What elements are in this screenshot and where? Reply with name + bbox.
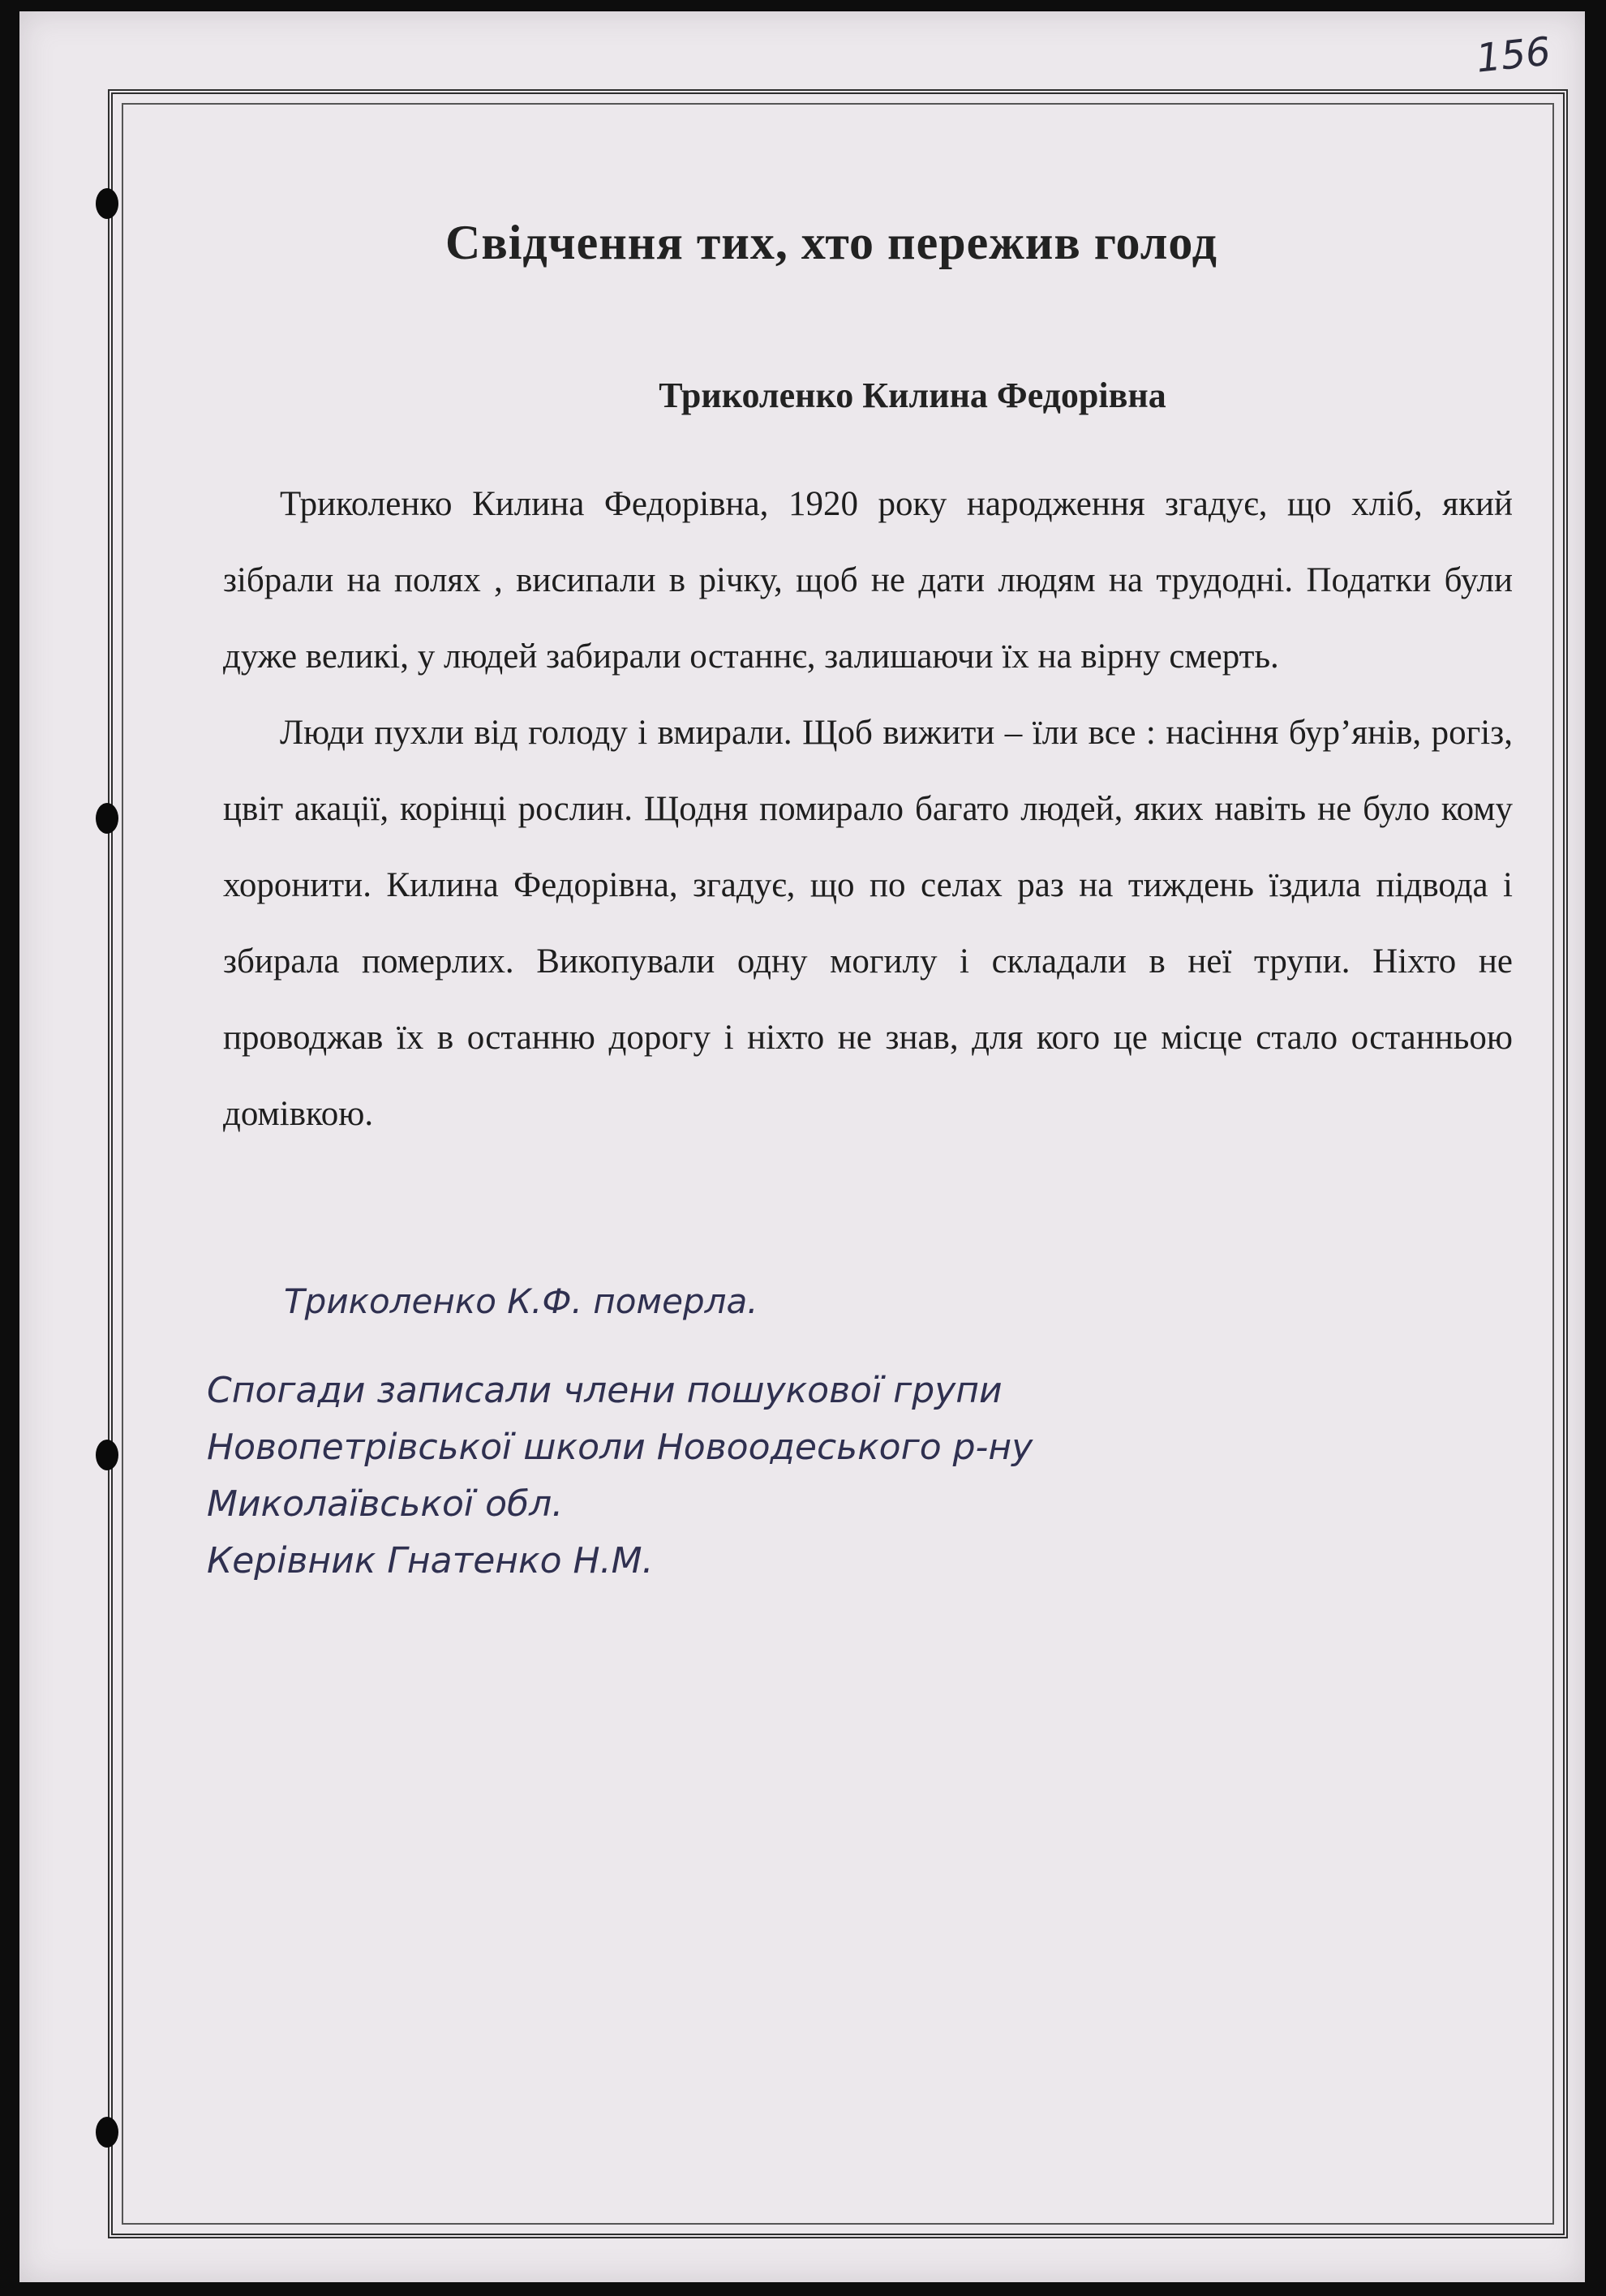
punch-hole xyxy=(96,188,118,219)
handwritten-line: Новопетрівської школи Новоодеського р-ну xyxy=(207,1427,1033,1468)
handwritten-notes xyxy=(207,1273,1488,1590)
paragraph: Люди пухли від голоду і вмирали. Щоб вижити – їли все : насіння бур’янів, рогіз, цвіт акації, корінці рослин. Щодня помирало багато людей, яких навіть не було кому хоронити. Килина Федорівна, згадує, що по селах раз на тиждень їздила підвода і збирала померлих. Викопували одну могилу і складали в неї трупи. Ніхто не проводжав їх в останню дорогу і ніхто не знав, для кого це місце стало останньою домівкою. xyxy=(223,714,1513,1133)
handwritten-line: Спогади записали члени пошукової групи xyxy=(207,1370,1003,1411)
page-number: 156 xyxy=(1474,28,1553,82)
paragraph: Триколенко Килина Федорівна, 1920 року народження згадує, що хліб, який зібрали на полях , висипали в річку, щоб не дати людям на трудодні. Податки були дуже великі, у людей забирали останнє, залишаючи їх на вірну смерть. xyxy=(223,485,1513,676)
page-frame-inner xyxy=(122,103,1554,2225)
handwritten-line: Миколаївської обл. xyxy=(207,1483,564,1525)
testimony-text xyxy=(223,466,1513,1152)
document-subtitle: Триколенко Килина Федорівна xyxy=(659,375,1166,415)
punch-hole xyxy=(96,1440,118,1470)
handwritten-signature: Триколенко К.Ф. померла. xyxy=(284,1281,758,1321)
punch-hole xyxy=(96,2117,118,2148)
document-title: Свідчення тих, хто пережив голод xyxy=(445,216,1217,270)
punch-hole xyxy=(96,803,118,834)
handwritten-line: Керівник Гнатенко Н.М. xyxy=(207,1540,654,1581)
